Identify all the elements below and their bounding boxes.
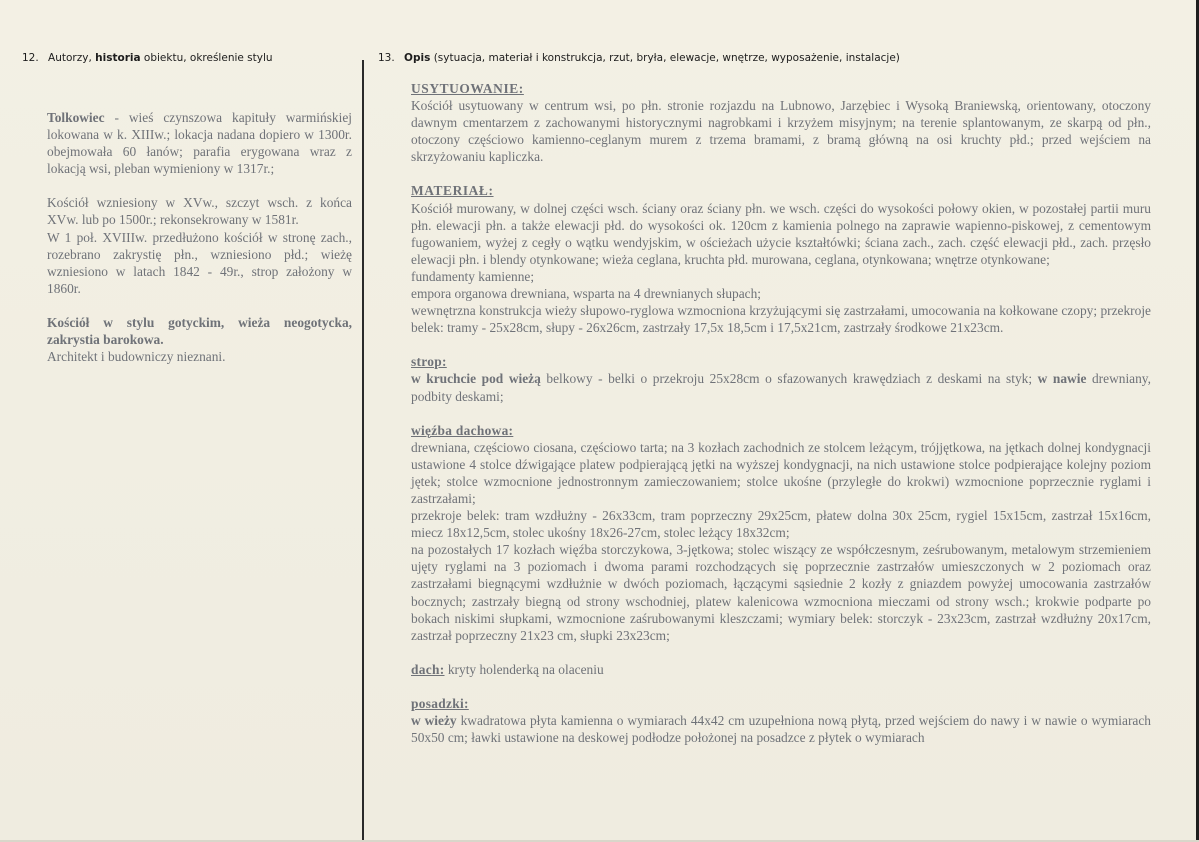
header-text-bold: Opis bbox=[404, 52, 431, 64]
history-paragraph bbox=[47, 109, 352, 177]
history-column bbox=[47, 109, 352, 382]
section-heading: dach: bbox=[411, 661, 445, 677]
term-text: kwadratowa płyta kamienna o wymiarach 44x42 cm uzupełniona nową płytą, przed wejściem do nawy i w nawie o wymiarach 50x50 cm; ławki ustawione na deskowej podłodze położonej na posadzce z płytek o wymiarach bbox=[411, 713, 1151, 746]
term-text: belkowy - belki o przekroju 25x28cm o sfazowanych krawędziach z deskami na styk; bbox=[546, 371, 1033, 387]
section-text: przekroje belek: tram wzdłużny - 26x33cm, tram poprzeczny 29x25cm, płatew dolna 30x 25cm, rygiel 15x15cm, zastrzał 15x16cm, miecz 18x12,5cm, stolec ukośny 18x26-27cm, stolec leżący 18x32cm; bbox=[411, 508, 1151, 541]
bold-term: w kruchcie pod wieżą bbox=[411, 371, 541, 387]
section-text: Kościół usytuowany w centrum wsi, po płn. stronie rozjazdu na Lubnowo, Jarzębiec i Wysoką Braniewską, orientowany, otoczony dawnym cmentarzem z zachowanymi historycznymi nagrobkami i krzyżem misyjnym; na terenie splantowanym, ze skarpą od płn., otoczony częściowo kamienno-ceglanym murem z trzema bramami, z bramą główną na osi kruchty płd.; przed wejściem na skrzyżowaniu kapliczka. bbox=[411, 98, 1151, 165]
section-text: na pozostałych 17 kozłach więźba storczykowa, 3-jętkowa; stolec wiszący ze współczesnym, ześrubowanym, metalowym strzemieniem ujęty ryglami na 3 poziomach i dwoma parami rozchodzących się poprzecznie zastrzałów umieszczonych w 2 poziomach oraz zastrzałami biegnącymi wzdłużnie w dwóch poziomach, łączącymi sąsiednie 2 kozły z gniazdem powyżej umocowania zastrzałów bocznych; zastrzały biegną od strony wschodniej, platew kalenicowa wzmocniona mieczami od strony wsch.; krokwie podparte po bokach niskimi słupkami, wzmocnione zaśrubowanymi kleszczami; wymiary belek: storczyk - 23x23cm, zastrzał wzdłużny 20x17cm, zastrzał poprzeczny 21x23 cm, słupki 23x23cm; bbox=[411, 542, 1151, 643]
section-wiezba bbox=[411, 422, 1151, 644]
section-text: wewnętrzna konstrukcja wieży słupowo-ryglowa wzmocniona krzyżującymi się zastrzałami, umocowania na kołkowane czopy; przekroje belek: tramy - 25x28cm, słupy - 26x26cm, zastrzały 17,5x 18,5cm i 17,5x21cm, zastrzały środkowe 21x23cm. bbox=[411, 303, 1151, 336]
header-text: obiektu, określenie stylu bbox=[143, 52, 273, 64]
term-text: drewniany, podbity deskami; bbox=[411, 371, 1151, 404]
history-paragraph: W 1 poł. XVIIIw. przedłużono kościół w stronę zach., rozebrano zakrystię płn., wzniesiono płd.; wieżę wzniesiono w latach 1842 - 49r., strop założony w 1860r. bbox=[47, 229, 352, 296]
section-text: Kościół murowany, w dolnej części wsch. ściany oraz ściany płn. we wsch. części do wysokości połowy okien, w pozostałej partii muru płn. elewacji płn. a także elewacji płd. do wysokości ok. 120cm z kamienia polnego na zaprawie wapienno-piskowej, z cementowym fugowaniem, wyżej z cegły o wątku wendyjskim, w ościeżach użycie kształtówki; ściana zach., zach. część elewacji płd., zach. przęsło elewacji płn. i blendy otynkowane; wieża ceglana, kruchta płd. murowana, ceglana, otynkowana; wnętrze otynkowane; bbox=[411, 200, 1151, 267]
section-text bbox=[411, 712, 1151, 746]
architect-note: Architekt i budowniczy nieznani. bbox=[47, 349, 226, 365]
section-number: 13. bbox=[378, 52, 395, 64]
section-text bbox=[411, 661, 1151, 678]
section-heading: MATERIAŁ: bbox=[411, 183, 494, 199]
paragraph-text: - wieś czynszowa kapituły warmińskiej lokowana w k. XIIIw.; lokacja nadana dopiero w 1300r. obejmowała 60 łanów; parafia erygowana wraz z lokacją wsi, pleban wymieniony w 1317r.; bbox=[47, 110, 353, 177]
bold-term: w nawie bbox=[1037, 371, 1087, 387]
section-heading: strop: bbox=[411, 354, 447, 370]
section-text: empora organowa drewniana, wsparta na 4 drewnianych słupach; bbox=[411, 286, 762, 302]
section-heading: więźba dachowa: bbox=[411, 422, 514, 438]
left-section-header bbox=[22, 52, 273, 64]
history-paragraph: Kościół wzniesiony w XVw., szczyt wsch. z końca XVw. lub po 1500r.; rekonsekrowany w 1581r. bbox=[47, 195, 352, 228]
section-strop bbox=[411, 353, 1151, 404]
header-text-bold: historia bbox=[95, 52, 141, 64]
section-material bbox=[411, 182, 1151, 336]
column-divider bbox=[362, 60, 364, 842]
section-number: 12. bbox=[22, 52, 39, 64]
section-heading: posadzki: bbox=[411, 695, 469, 711]
section-text: drewniana, częściowo ciosana, częściowo tarta; na 3 kozłach zachodnich ze stolcem leżącym, trójjętkowa, na jętkach dolnej kondygnacji ustawione 4 stolce dźwigające platew podpierającą jętki na wyższej kondygnacji, na nich ustawione stolce podpierające kolejny poziom jętek; stolce wzmocnione jednostronnym zamieczowaniem; stolce ukośne (przyległe do krokwi) wzmocnione poprzecznie ryglami i zastrzałami; bbox=[411, 439, 1151, 506]
section-text: fundamenty kamienne; bbox=[411, 268, 535, 284]
term-text: kryty holenderką na olaceniu bbox=[447, 661, 604, 677]
village-name: Tolkowiec bbox=[47, 110, 105, 125]
section-dach bbox=[411, 661, 1151, 678]
right-section-header bbox=[378, 52, 900, 64]
section-heading: USYTUOWANIE: bbox=[411, 81, 524, 96]
section-usytuowanie bbox=[411, 80, 1151, 165]
header-text: (sytuacja, materiał i konstrukcja, rzut, bryła, elewacje, wnętrze, wyposażenie, instalacje) bbox=[433, 52, 900, 64]
description-column bbox=[411, 80, 1151, 763]
style-statement bbox=[47, 314, 352, 348]
bold-term: w wieży bbox=[411, 713, 457, 728]
section-text bbox=[411, 370, 1151, 404]
header-text: Autorzy, bbox=[48, 52, 92, 64]
section-posadzki bbox=[411, 695, 1151, 746]
style-text: Kościół w stylu gotyckim, wieża neogotycka, zakrystia barokowa. bbox=[47, 314, 352, 348]
